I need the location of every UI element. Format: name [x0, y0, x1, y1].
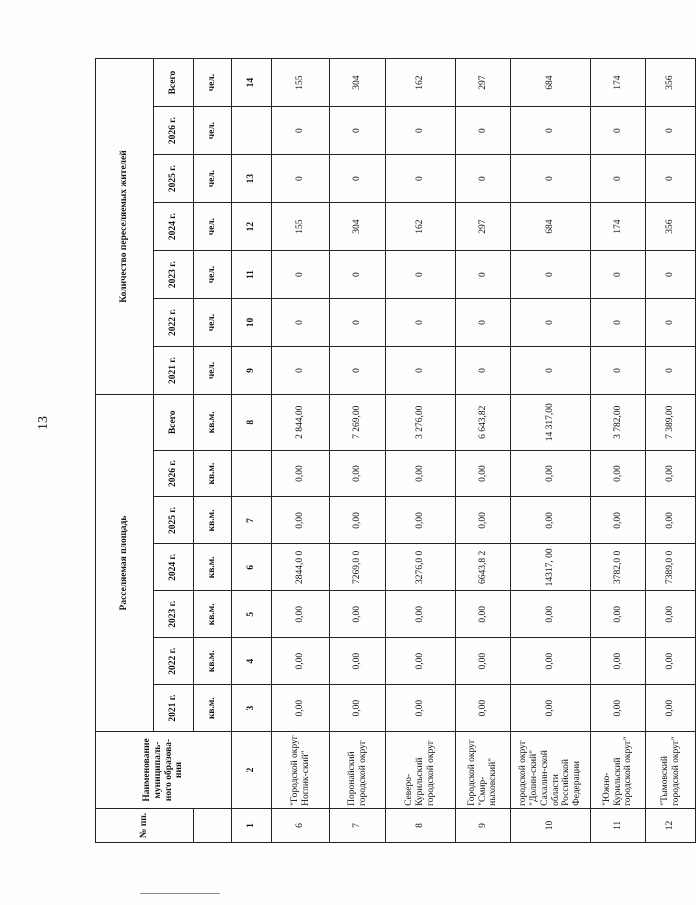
municipality-name: Северо-Курильский городской округ	[386, 732, 456, 809]
people-value: 684	[511, 203, 591, 251]
people-group-header: Количество переселяемых жителей	[96, 59, 154, 395]
people-value: 0	[330, 107, 386, 155]
area-year-header: 2023 г.	[154, 591, 194, 638]
index-cell: 8	[232, 395, 272, 451]
area-value: 0,00	[330, 450, 386, 497]
municipality-name: "Городской округ Ноглик-ский"	[272, 732, 330, 809]
index-cell: 14	[232, 59, 272, 107]
municipality-name: Городской округ "Смир-ныховский"	[456, 732, 511, 809]
people-value: 0	[646, 299, 696, 347]
people-value: 356	[646, 59, 696, 107]
index-cell	[232, 107, 272, 155]
area-value: 0,00	[272, 638, 330, 685]
municipality-name: "Южно-Курильский городской округ"	[591, 732, 646, 809]
people-value: 174	[591, 203, 646, 251]
people-value: 0	[511, 155, 591, 203]
index-cell: 10	[232, 299, 272, 347]
municipality-name: городской округ "Долин-ский" Сахалин-ской области Российской Федерации	[511, 732, 591, 809]
people-value: 0	[386, 155, 456, 203]
area-year-header: 2024 г.	[154, 544, 194, 591]
people-value: 162	[386, 203, 456, 251]
area-value: 14317, 00	[511, 544, 591, 591]
area-value: 14 317,00	[511, 395, 591, 451]
area-value: 3782,0 0	[591, 544, 646, 591]
area-value: 0,00	[591, 685, 646, 732]
people-value: 0	[272, 347, 330, 395]
index-cell: 5	[232, 591, 272, 638]
area-value: 0,00	[386, 497, 456, 544]
index-cell	[232, 450, 272, 497]
people-year-header: 2026 г.	[154, 107, 194, 155]
row-number: 8	[386, 808, 456, 842]
area-value: 0,00	[511, 497, 591, 544]
resettlement-table	[95, 58, 696, 843]
area-value: 0,00	[272, 450, 330, 497]
area-value: 0,00	[646, 685, 696, 732]
index-cell: 9	[232, 347, 272, 395]
area-unit-cell: кв.м.	[194, 544, 232, 591]
area-year-header: 2022 г.	[154, 638, 194, 685]
people-total-header: Всего	[154, 59, 194, 107]
num-unit-cell	[194, 808, 232, 842]
area-unit-cell: кв.м.	[194, 591, 232, 638]
area-value: 0,00	[272, 497, 330, 544]
area-value: 0,00	[456, 450, 511, 497]
area-group-header: Расселяемая площадь	[96, 395, 154, 732]
table-row	[386, 59, 456, 843]
area-value: 0,00	[386, 685, 456, 732]
people-value: 304	[330, 203, 386, 251]
area-year-header: 2025 г.	[154, 497, 194, 544]
people-value: 0	[330, 251, 386, 299]
area-unit-cell: кв.м.	[194, 395, 232, 451]
people-unit-cell: чел.	[194, 299, 232, 347]
area-value: 0,00	[456, 497, 511, 544]
people-unit-cell: чел.	[194, 251, 232, 299]
area-value: 0,00	[272, 591, 330, 638]
municipality-name: Поронайский городской округ	[330, 732, 386, 809]
people-value: 0	[272, 155, 330, 203]
table-row	[511, 59, 591, 843]
area-value: 0,00	[272, 685, 330, 732]
people-value: 0	[591, 251, 646, 299]
people-value: 0	[456, 299, 511, 347]
row-number: 10	[511, 808, 591, 842]
area-value: 0,00	[386, 450, 456, 497]
people-value: 0	[646, 107, 696, 155]
people-value: 297	[456, 203, 511, 251]
table-row	[330, 59, 386, 843]
index-cell: 4	[232, 638, 272, 685]
index-cell: 12	[232, 203, 272, 251]
name-header: Наименование муниципаль-ного образова-ния	[96, 732, 232, 809]
table-row	[272, 59, 330, 843]
people-year-header: 2021 г.	[154, 347, 194, 395]
index-cell: 11	[232, 251, 272, 299]
people-value: 155	[272, 203, 330, 251]
people-value: 0	[591, 347, 646, 395]
area-value: 2844,0 0	[272, 544, 330, 591]
area-value: 0,00	[330, 638, 386, 685]
row-number: 7	[330, 808, 386, 842]
area-total-header: Всего	[154, 395, 194, 451]
table-row	[591, 59, 646, 843]
scan-artifact-line	[140, 893, 220, 894]
area-value: 0,00	[646, 450, 696, 497]
index-cell: 3	[232, 685, 272, 732]
index-cell: 2	[232, 732, 272, 809]
people-value: 304	[330, 59, 386, 107]
people-value: 0	[511, 251, 591, 299]
people-value: 297	[456, 59, 511, 107]
people-value: 0	[386, 107, 456, 155]
area-year-header: 2021 г.	[154, 685, 194, 732]
people-value: 0	[591, 299, 646, 347]
area-value: 0,00	[456, 591, 511, 638]
area-unit-cell: кв.м.	[194, 685, 232, 732]
area-value: 7 389,00	[646, 395, 696, 451]
index-cell: 7	[232, 497, 272, 544]
people-value: 0	[272, 251, 330, 299]
area-value: 0,00	[386, 591, 456, 638]
people-value: 0	[646, 251, 696, 299]
people-value: 0	[386, 251, 456, 299]
area-year-header: 2026 г.	[154, 450, 194, 497]
area-value: 2 844,00	[272, 395, 330, 451]
area-value: 0,00	[330, 497, 386, 544]
num-header: № пп.	[96, 808, 194, 842]
people-value: 0	[591, 107, 646, 155]
people-value: 162	[386, 59, 456, 107]
area-value: 0,00	[646, 497, 696, 544]
people-unit-cell: чел.	[194, 347, 232, 395]
area-value: 0,00	[591, 638, 646, 685]
area-value: 3 782,00	[591, 395, 646, 451]
area-value: 0,00	[330, 591, 386, 638]
people-unit-cell: чел.	[194, 107, 232, 155]
row-number: 6	[272, 808, 330, 842]
row-number: 12	[646, 808, 696, 842]
people-value: 356	[646, 203, 696, 251]
area-value: 7389,0 0	[646, 544, 696, 591]
area-value: 6643,8 2	[456, 544, 511, 591]
area-value: 0,00	[511, 638, 591, 685]
area-value: 0,00	[386, 638, 456, 685]
people-value: 0	[511, 107, 591, 155]
area-unit-cell: кв.м.	[194, 497, 232, 544]
people-value: 0	[386, 299, 456, 347]
area-value: 6 643,82	[456, 395, 511, 451]
people-value: 0	[272, 107, 330, 155]
area-unit-cell: кв.м.	[194, 450, 232, 497]
area-value: 0,00	[646, 591, 696, 638]
people-unit-cell: чел.	[194, 203, 232, 251]
area-value: 0,00	[591, 450, 646, 497]
area-unit-cell: кв.м.	[194, 638, 232, 685]
people-value: 0	[456, 347, 511, 395]
municipality-name: "Тымовский городской округ"	[646, 732, 696, 809]
row-number: 11	[591, 808, 646, 842]
area-value: 7269,0 0	[330, 544, 386, 591]
area-value: 0,00	[330, 685, 386, 732]
people-year-header: 2025 г.	[154, 155, 194, 203]
people-value: 0	[330, 155, 386, 203]
people-value: 155	[272, 59, 330, 107]
row-number: 9	[456, 808, 511, 842]
people-value: 0	[456, 107, 511, 155]
people-value: 0	[591, 155, 646, 203]
people-value: 0	[456, 251, 511, 299]
area-value: 3276,0 0	[386, 544, 456, 591]
people-value: 0	[646, 155, 696, 203]
people-value: 0	[386, 347, 456, 395]
area-value: 0,00	[511, 591, 591, 638]
index-cell: 6	[232, 544, 272, 591]
rotated-table-container	[95, 58, 696, 843]
people-unit-cell: чел.	[194, 59, 232, 107]
people-year-header: 2023 г.	[154, 251, 194, 299]
people-value: 0	[511, 299, 591, 347]
people-value: 0	[646, 347, 696, 395]
area-value: 0,00	[646, 638, 696, 685]
people-value: 0	[330, 347, 386, 395]
page-number: 13	[36, 416, 51, 430]
index-cell: 13	[232, 155, 272, 203]
area-value: 0,00	[591, 591, 646, 638]
people-value: 0	[272, 299, 330, 347]
people-year-header: 2022 г.	[154, 299, 194, 347]
index-cell: 1	[232, 808, 272, 842]
people-value: 0	[511, 347, 591, 395]
people-value: 0	[456, 155, 511, 203]
table-row	[456, 59, 511, 843]
people-value: 0	[330, 299, 386, 347]
area-value: 0,00	[456, 638, 511, 685]
area-value: 0,00	[456, 685, 511, 732]
people-year-header: 2024 г.	[154, 203, 194, 251]
people-value: 174	[591, 59, 646, 107]
area-value: 0,00	[591, 497, 646, 544]
area-value: 0,00	[511, 450, 591, 497]
people-value: 684	[511, 59, 591, 107]
area-value: 3 276,00	[386, 395, 456, 451]
people-unit-cell: чел.	[194, 155, 232, 203]
area-value: 0,00	[511, 685, 591, 732]
area-value: 7 269,00	[330, 395, 386, 451]
table-row	[646, 59, 696, 843]
